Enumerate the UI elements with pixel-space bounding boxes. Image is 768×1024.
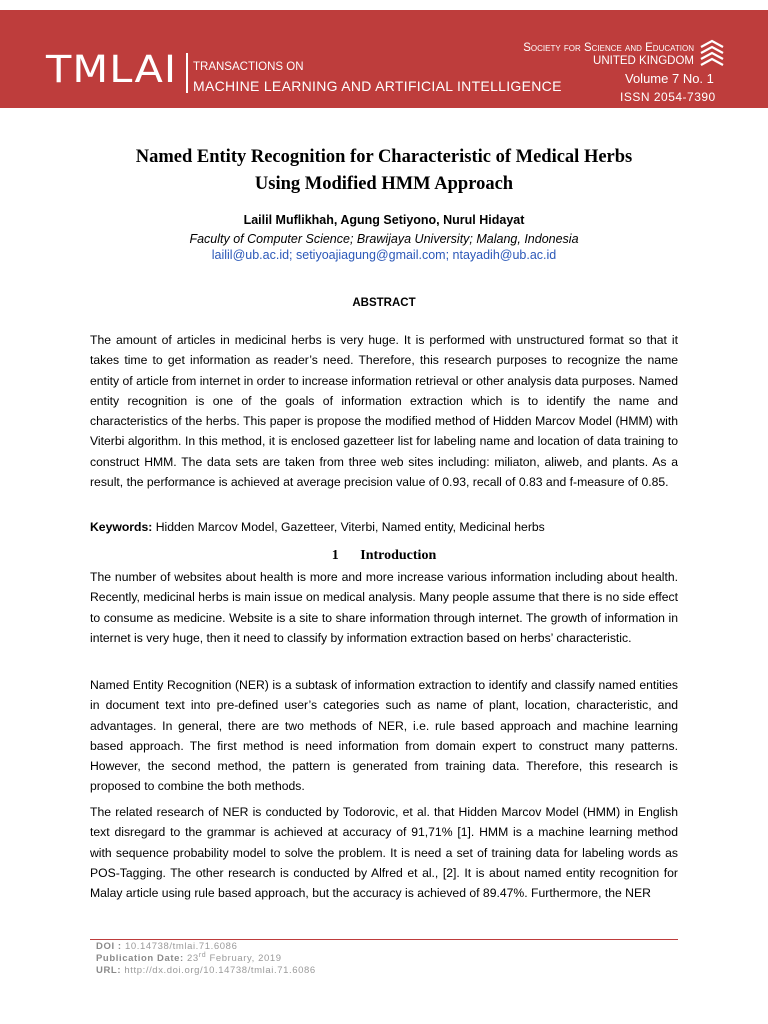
abstract-text: The amount of articles in medicinal herbs is very huge. It is performed with unstructured format so that it takes time to get information as reader’s need. Therefore, this research purposes to recognize the name entity of article from internet in order to increase information retrieval or other analysis data purposes. Named entity recognition is one of the goals of information extraction which is to identify the name and characteristics of the herbs. This paper is propose the modified method of Hidden Marcov Model (HMM) with Viterbi algorithm. In this method, it is enclosed gazetteer list for labeling name and location of data training to construct HMM. The data sets are taken from three web sites including: miliaton, aliweb, and plants. As a result, the performance is achieved at average precision value of 0.93, recall of 0.83 and f-measure of 0.85.	[90, 333, 678, 489]
footer-url	[96, 965, 316, 977]
author-affiliation: Faculty of Computer Science; Brawijaya University; Malang, Indonesia	[189, 232, 579, 246]
section-number: 1	[331, 548, 339, 563]
keywords-label: Keywords:	[90, 520, 153, 534]
footer-publication-date	[96, 953, 282, 965]
section-heading-introduction	[90, 546, 678, 565]
url-label: URL:	[96, 965, 122, 976]
society-logo-icon	[698, 38, 726, 68]
doi-label: DOI :	[96, 941, 122, 952]
keywords-list: Hidden Marcov Model, Gazetteer, Viterbi, Named entity, Medicinal herbs	[155, 520, 545, 534]
pubdate-rest: February, 2019	[209, 953, 282, 964]
transactions-on-label: TRANSACTIONS ON	[193, 61, 304, 73]
paper-title-line-2: Using Modified HMM Approach	[254, 174, 514, 194]
doi-value: 10.14738/tmlai.71.6086	[124, 941, 238, 952]
intro-paragraph-2: Named Entity Recognition (NER) is a subtask of information extraction to identify and classify named entities in document text into pre-defined user’s categories such as name of plant, location, characteristic, and advantages. In general, there are two methods of NER, i.e. rule based approach and machine learning based approach. The first method is need information from domain expert to construct many patterns. However, the second method, the pattern is generated from training data. Therefore, this research is proposed to combine the both methods.	[90, 678, 678, 794]
volume-issue: Volume 7 No. 1	[625, 71, 714, 86]
footer-rule	[90, 939, 678, 940]
url-link[interactable]: http://dx.doi.org/10.14738/tmlai.71.6086	[124, 965, 316, 976]
footer-doi	[96, 941, 237, 953]
pubdate-suffix: rd	[198, 951, 207, 959]
pubdate-day: 23	[187, 953, 199, 964]
brand-divider	[186, 53, 188, 93]
keywords-line	[90, 517, 678, 537]
abstract-heading: ABSTRACT	[352, 297, 416, 309]
intro-paragraph-3: The related research of NER is conducted by Todorovic, et al. that Hidden Marcov Model (HMM) in English text disregard to the grammar is achieved at accuracy of 91,71% [1]. HMM is a machine learning method with sequence probability model to solve the problem. It is need a set of training data for labeling words as POS-Tagging. The other research is conducted by Alfred et al., [2]. It is about named entity recognition for Malay article using rule based approach, but the accuracy is achieved of 89.47%. Furthermore, the NER	[90, 805, 678, 900]
author-emails[interactable]: lailil@ub.ac.id; setiyoajiagung@gmail.com; ntayadih@ub.ac.id	[211, 248, 557, 262]
society-country: UNITED KINGDOM	[593, 55, 694, 67]
journal-brand-logo: TMLAI	[46, 48, 178, 91]
intro-paragraph-1: The number of websites about health is more and more increase various information including about health. Recently, medicinal herbs is main issue on medical analysis. Many people assume that there is no side effect to consume as medicine. Website is a site to share information through internet. The growth of information in internet is very huge, then it need to classify by information extraction based on herbs’ characteristic.	[90, 570, 678, 645]
pubdate-label: Publication Date:	[96, 953, 184, 964]
paper-title-line-1: Named Entity Recognition for Characteristic of Medical Herbs	[135, 147, 633, 167]
society-name: Society for Science and Education	[523, 42, 694, 54]
paper-authors: Lailil Muflikhah, Agung Setiyono, Nurul Hidayat	[243, 213, 525, 227]
paper-title	[80, 144, 688, 198]
journal-title: MACHINE LEARNING AND ARTIFICIAL INTELLIGENCE	[193, 78, 562, 94]
issn-number: ISSN 2054-7390	[620, 90, 716, 104]
section-title: Introduction	[360, 548, 437, 563]
